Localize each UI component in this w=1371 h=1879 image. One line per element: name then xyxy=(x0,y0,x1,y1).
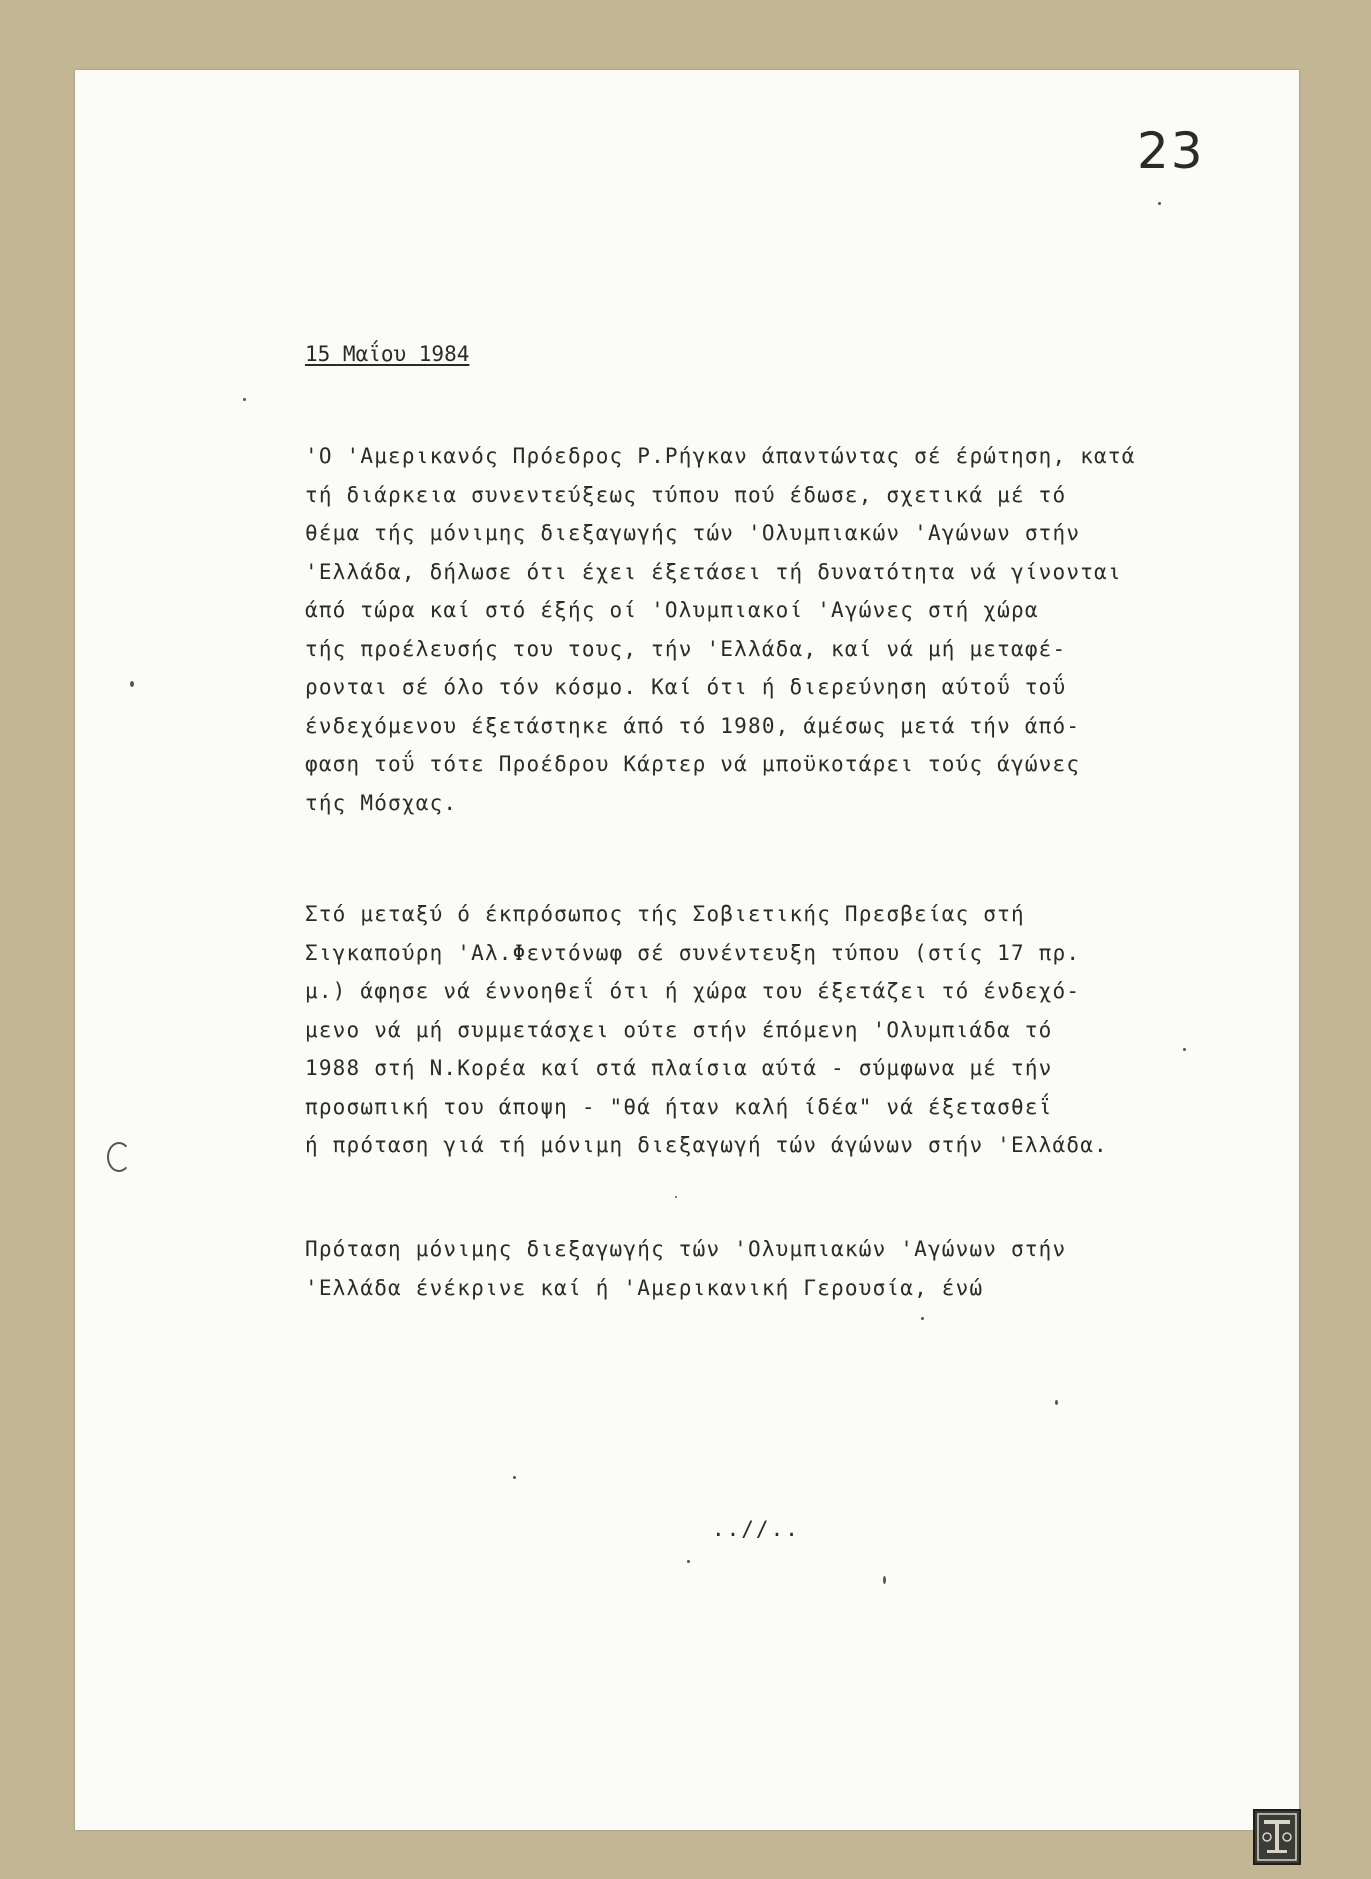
text-line: θέμα τής μόνιμης διεξαγωγής τών 'Ολυμπιακών 'Αγώνων στήν xyxy=(305,521,1081,545)
text-line: ρονται σέ όλο τόν κόσμο. Καί ότι ή διερεύνηση αύτοΰ τοΰ xyxy=(305,675,1067,699)
paragraph-2 xyxy=(305,895,1265,1165)
scan-speck xyxy=(243,398,246,401)
scan-speck xyxy=(921,1317,924,1320)
text-line: Σιγκαπούρη 'Αλ.Φεντόνωφ σέ συνέντευξη τύπου (στίς 17 πρ. xyxy=(305,940,1081,965)
scan-speck xyxy=(687,1560,690,1563)
text-line: 'Ελλάδα, δήλωσε ότι έχει έξετάσει τή δυνατότητα νά γίνονται xyxy=(305,559,1122,584)
text-line: προσωπική του άποψη - "θά ήταν καλή ίδέα" νά έξετασθεΐ xyxy=(305,1094,1053,1119)
text-line: Στό μεταξύ ό έκπρόσωπος τής Σοβιετικής Πρεσβείας στή xyxy=(305,902,1025,926)
text-line: 'Ο 'Αμερικανός Πρόεδρος Ρ.Ρήγκαν άπαντώντας σέ έρώτηση, κατά xyxy=(305,444,1136,468)
scan-speck xyxy=(1158,202,1161,205)
text-line: τής Μόσχας. xyxy=(305,790,458,815)
text-line: Πρόταση μόνιμης διεξαγωγής τών 'Ολυμπιακών 'Αγώνων στήν xyxy=(305,1237,1067,1261)
text-line: 1988 στή Ν.Κορέα καί στά πλαίσια αύτά - σύμφωνα μέ τήν xyxy=(305,1056,1053,1080)
scan-speck xyxy=(883,1576,886,1584)
text-line: ένδεχόμενου έξετάστηκε άπό τό 1980, άμέσως μετά τήν άπό- xyxy=(305,713,1081,738)
scan-speck xyxy=(675,1196,677,1198)
page-number: 23 xyxy=(1137,122,1205,180)
document-date: 15 Μαΐου 1984 xyxy=(305,342,470,366)
text-line: 'Ελλάδα ένέκρινε καί ή 'Αμερικανική Γερουσία, ένώ xyxy=(305,1275,984,1300)
text-line: ή πρόταση γιά τή μόνιμη διεξαγωγή τών άγώνων στήν 'Ελλάδα. xyxy=(305,1133,1108,1157)
text-line: τής προέλευσής του τους, τήν 'Ελλάδα, καί νά μή μεταφέ- xyxy=(305,636,1067,661)
text-line: τή διάρκεια συνεντεύξεως τύπου πού έδωσε, σχετικά μέ τό xyxy=(305,482,1067,507)
paragraph-3 xyxy=(305,1230,1265,1307)
scan-speck xyxy=(1183,1048,1186,1051)
archive-logo xyxy=(1253,1809,1301,1865)
text-line: άπό τώρα καί στό έξής οί 'Ολυμπιακοί 'Αγώνες στή χώρα xyxy=(305,598,1039,622)
scan-speck xyxy=(1055,1400,1058,1405)
text-line: μενο νά μή συμμετάσχει ούτε στήν έπόμενη 'Ολυμπιάδα τό xyxy=(305,1017,1053,1042)
archive-logo-icon xyxy=(1255,1811,1299,1863)
continuation-mark: ..//.. xyxy=(712,1517,800,1541)
pencil-mark xyxy=(107,1142,131,1172)
text-line: φαση τοΰ τότε Προέδρου Κάρτερ νά μποϋκοτάρει τούς άγώνες xyxy=(305,752,1081,776)
document-page xyxy=(75,70,1299,1830)
scan-speck xyxy=(130,681,134,687)
text-line: μ.) άφησε νά έννοηθεΐ ότι ή χώρα του έξετάζει τό ένδεχό- xyxy=(305,979,1081,1003)
scan-speck xyxy=(513,1476,516,1479)
paragraph-1 xyxy=(305,437,1265,822)
